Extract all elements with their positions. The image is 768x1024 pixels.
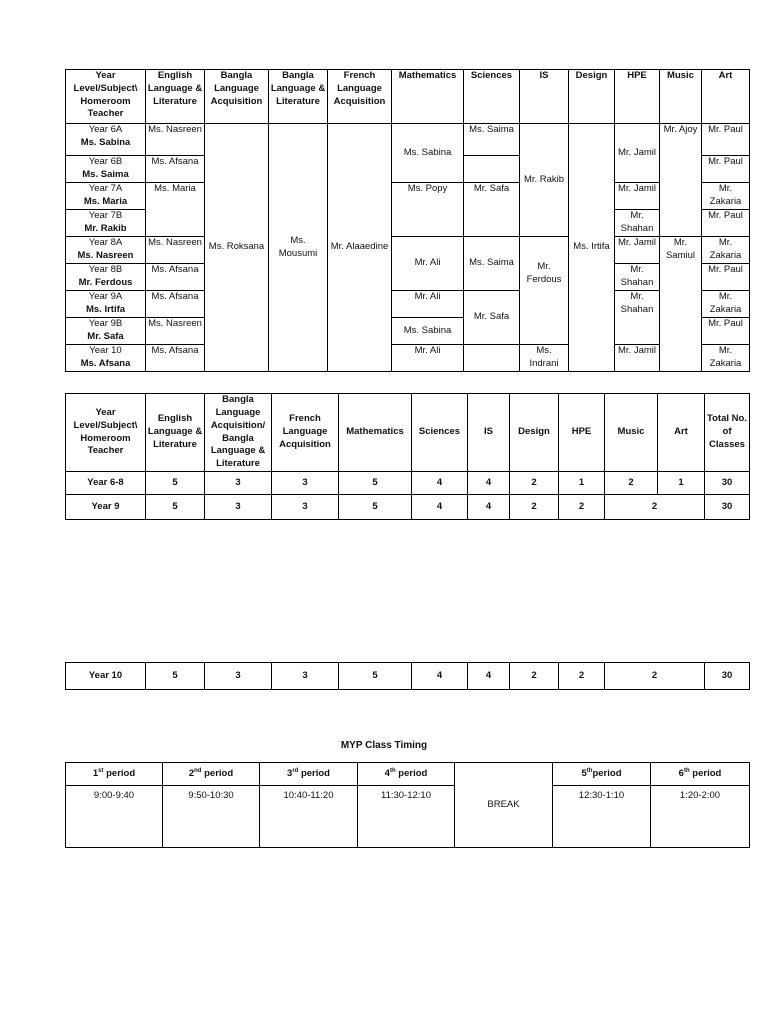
hpe-cell: Mr. Shahan xyxy=(615,210,660,237)
english-cell: Ms. Maria xyxy=(146,183,205,237)
art-cell: Mr. Zakaria xyxy=(702,183,750,210)
row-label: Year 6A Ms. Sabina xyxy=(66,124,146,156)
table-row xyxy=(66,345,750,372)
period-header: 6th period xyxy=(651,763,750,786)
row-label: Year 7A Ms. Maria xyxy=(66,183,146,210)
table-cell: 3 xyxy=(205,495,272,520)
break-cell: BREAK xyxy=(455,763,553,848)
col-header: Art xyxy=(658,394,705,472)
bangla-lit-cell: Ms. Mousumi xyxy=(269,124,328,372)
is-cell: Mr. Ferdous xyxy=(520,237,569,345)
table-cell: 4 xyxy=(412,663,468,690)
period-time: 11:30-12:10 xyxy=(358,786,455,848)
col-header: English Language & Literature xyxy=(146,70,205,124)
col-header: IS xyxy=(520,70,569,124)
table-cell: 1 xyxy=(559,472,605,495)
col-header: Sciences xyxy=(464,70,520,124)
table-cell: 3 xyxy=(272,472,339,495)
music-cell: Mr. Samiul xyxy=(660,237,702,372)
col-header: Year Level/Subject\ Homeroom Teacher xyxy=(66,394,146,472)
header-row xyxy=(66,394,750,472)
table-cell: 2 xyxy=(510,472,559,495)
english-cell: Ms. Nasreen xyxy=(146,237,205,264)
header-row xyxy=(66,70,750,124)
period-header: 5thperiod xyxy=(553,763,651,786)
is-cell: Mr. Rakib xyxy=(520,124,569,237)
table-row xyxy=(66,291,750,318)
table-cell: 2 xyxy=(510,663,559,690)
sciences-cell: Ms. Saima xyxy=(464,124,520,156)
art-cell: Mr. Paul xyxy=(702,318,750,345)
table-cell: 5 xyxy=(339,472,412,495)
row-label: Year 9 xyxy=(66,495,146,520)
math-cell: Ms. Popy xyxy=(392,183,464,237)
hpe-cell: Mr. Jamil xyxy=(615,345,660,372)
art-cell: Mr. Zakaria xyxy=(702,237,750,264)
col-header: Mathematics xyxy=(392,70,464,124)
table-cell: 2 xyxy=(605,472,658,495)
table-row xyxy=(66,124,750,156)
col-header: French Language Acquisition xyxy=(328,70,392,124)
year10-count-table xyxy=(65,662,750,690)
english-cell: Ms. Afsana xyxy=(146,156,205,183)
hpe-cell: Mr. Jamil xyxy=(615,237,660,264)
math-cell: Ms. Sabina xyxy=(392,124,464,183)
sciences-cell: Mr. Safa xyxy=(464,291,520,345)
math-cell: Ms. Sabina xyxy=(392,318,464,345)
art-cell: Mr. Paul xyxy=(702,264,750,291)
english-cell: Ms. Nasreen xyxy=(146,318,205,345)
math-cell: Mr. Ali xyxy=(392,291,464,318)
period-header: 4th period xyxy=(358,763,455,786)
timing-title: MYP Class Timing xyxy=(340,740,428,751)
table-row xyxy=(66,495,750,520)
hpe-cell: Mr. Jamil xyxy=(615,183,660,210)
sciences-cell xyxy=(464,345,520,372)
col-header: Mathematics xyxy=(339,394,412,472)
period-header: 2nd period xyxy=(163,763,260,786)
col-header: Bangla Language Acquisition/ Bangla Language & Literature xyxy=(205,394,272,472)
row-label: Year 8A Ms. Nasreen xyxy=(66,237,146,264)
col-header: English Language & Literature xyxy=(146,394,205,472)
row-label: Year 9B Mr. Safa xyxy=(66,318,146,345)
period-header: 1st period xyxy=(66,763,163,786)
row-label: Year 8B Mr. Ferdous xyxy=(66,264,146,291)
table-cell: 2 xyxy=(559,663,605,690)
math-cell: Mr. Ali xyxy=(392,237,464,291)
col-header: Year Level/Subject\ Homeroom Teacher xyxy=(66,70,146,124)
table-cell: 30 xyxy=(705,495,750,520)
table-cell: 3 xyxy=(205,663,272,690)
table-row xyxy=(66,663,750,690)
table-row xyxy=(66,472,750,495)
table-cell: 4 xyxy=(412,495,468,520)
period-time-row xyxy=(66,786,750,848)
table-cell: 3 xyxy=(272,663,339,690)
period-time: 10:40-11:20 xyxy=(260,786,358,848)
col-header: IS xyxy=(468,394,510,472)
table-cell: 3 xyxy=(272,495,339,520)
teacher-assignment-table xyxy=(65,69,750,372)
row-label: Year 6-8 xyxy=(66,472,146,495)
table-cell: 2 xyxy=(605,495,705,520)
table-cell: 2 xyxy=(510,495,559,520)
art-cell: Mr. Paul xyxy=(702,124,750,156)
table-cell: 4 xyxy=(468,495,510,520)
english-cell: Ms. Nasreen xyxy=(146,124,205,156)
col-header: Sciences xyxy=(412,394,468,472)
math-cell: Mr. Ali xyxy=(392,345,464,372)
period-time: 12:30-1:10 xyxy=(553,786,651,848)
hpe-cell: Mr. Shahan xyxy=(615,291,660,345)
period-time: 9:50-10:30 xyxy=(163,786,260,848)
col-header: Total No. of Classes xyxy=(705,394,750,472)
english-cell: Ms. Afsana xyxy=(146,345,205,372)
table-cell: 3 xyxy=(205,472,272,495)
music-cell: Mr. Ajoy xyxy=(660,124,702,237)
class-count-table xyxy=(65,393,750,520)
col-header: Music xyxy=(605,394,658,472)
sciences-cell: Ms. Saima xyxy=(464,237,520,291)
art-cell: Mr. Paul xyxy=(702,156,750,183)
period-header-row xyxy=(66,763,750,786)
row-label: Year 6B Ms. Saima xyxy=(66,156,146,183)
row-label: Year 10 Ms. Afsana xyxy=(66,345,146,372)
design-cell: Ms. Irtifa xyxy=(569,124,615,372)
period-time: 1:20-2:00 xyxy=(651,786,750,848)
col-header: Music xyxy=(660,70,702,124)
hpe-cell: Mr. Jamil xyxy=(615,124,660,183)
period-header: 3rd period xyxy=(260,763,358,786)
col-header: HPE xyxy=(615,70,660,124)
col-header: HPE xyxy=(559,394,605,472)
class-timing-table xyxy=(65,762,750,848)
col-header: Design xyxy=(569,70,615,124)
row-label: Year 10 xyxy=(66,663,146,690)
col-header: French Language Acquisition xyxy=(272,394,339,472)
table-row xyxy=(66,237,750,264)
table-cell: 5 xyxy=(146,495,205,520)
french-cell: Mr. Alaaedine xyxy=(328,124,392,372)
table-row xyxy=(66,183,750,210)
table-cell: 4 xyxy=(468,663,510,690)
table-cell: 5 xyxy=(146,663,205,690)
is-cell: Ms. Indrani xyxy=(520,345,569,372)
period-time: 9:00-9:40 xyxy=(66,786,163,848)
sciences-cell: Mr. Safa xyxy=(464,183,520,237)
sciences-cell xyxy=(464,156,520,183)
row-label: Year 9A Ms. Irtifa xyxy=(66,291,146,318)
col-header: Art xyxy=(702,70,750,124)
english-cell: Ms. Afsana xyxy=(146,264,205,291)
art-cell: Mr. Zakaria xyxy=(702,345,750,372)
col-header: Bangla Language Acquisition xyxy=(205,70,269,124)
table-cell: 4 xyxy=(412,472,468,495)
table-cell: 4 xyxy=(468,472,510,495)
bangla-acq-cell: Ms. Roksana xyxy=(205,124,269,372)
art-cell: Mr. Zakaria xyxy=(702,291,750,318)
table-cell: 30 xyxy=(705,663,750,690)
table-cell: 5 xyxy=(339,663,412,690)
english-cell: Ms. Afsana xyxy=(146,291,205,318)
table-cell: 5 xyxy=(339,495,412,520)
art-cell: Mr. Paul xyxy=(702,210,750,237)
col-header: Bangla Language & Literature xyxy=(269,70,328,124)
table-cell: 2 xyxy=(559,495,605,520)
hpe-cell: Mr. Shahan xyxy=(615,264,660,291)
row-label: Year 7B Mr. Rakib xyxy=(66,210,146,237)
table-cell: 1 xyxy=(658,472,705,495)
table-cell: 5 xyxy=(146,472,205,495)
col-header: Design xyxy=(510,394,559,472)
table-cell: 2 xyxy=(605,663,705,690)
table-cell: 30 xyxy=(705,472,750,495)
